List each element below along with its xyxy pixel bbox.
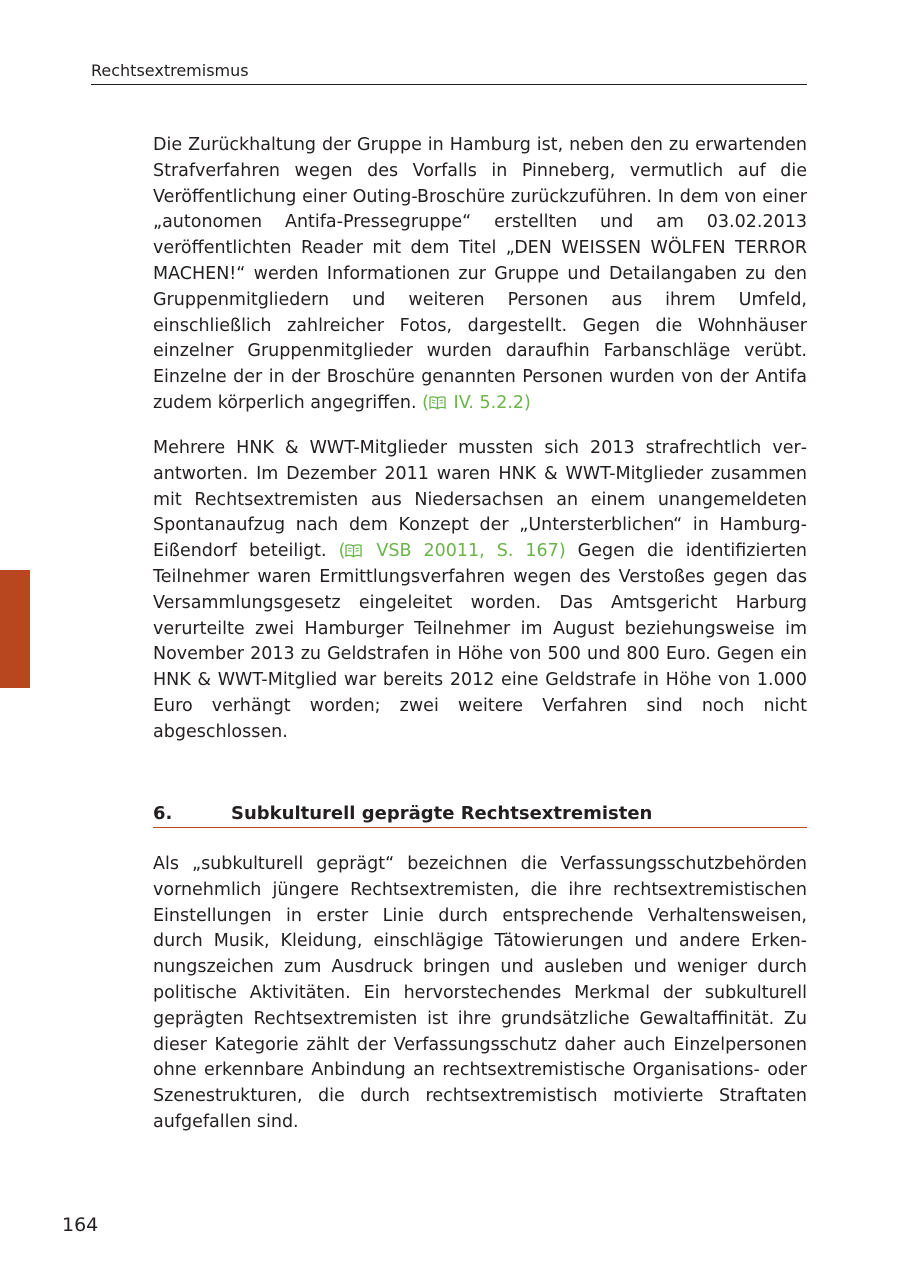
paragraph-text: Als „subkulturell geprägt“ bezeichnen die Verfassungsschutzbehörden vornehmlich jüngere Rechtsextremisten, die ihre rechtsextremistischen Einstellungen in erster Linie durch entsprechende Verhaltensweisen, durch Musik, Kleidung, einschlägige Tätowierungen und andere Erkennungszeichen zum Ausdruck bringen und ausleben und weniger durch politische Aktivitäten. Ein hervorstechendes Merkmal der subkulturell geprägten Rechtsextremisten ist ihre grundsätzliche Gewaltaffinität. Zu dieser Kategorie zählt der Verfassungsschutz daher auch Einzelpersonen ohne erkennbare Anbindung an rechtsextremistische Organisations- oder Szenestrukturen, die durch rechtsextremistisch motivierte Straftaten aufgefallen sind. bbox=[153, 854, 807, 1132]
paragraph-subculture bbox=[153, 852, 807, 1136]
book-icon bbox=[429, 395, 446, 410]
paragraph-text: Die Zurückhaltung der Gruppe in Hamburg ist, neben den zu erwartenden Strafverfahren wegen des Vorfalls in Pinneberg, vermutlich auf die Veröffentlichung einer Outing-Broschüre zurückzuführen. In dem von einer „autonomen Antifa-Pressegruppe“ erstellten und am 03.02.2013 veröffentlichten Reader mit dem Titel „DEN WEISSEN WÖLFEN TERROR MACHEN!“ werden Informationen zur Gruppe und Detailangaben zu den Gruppenmitgliedern und weiteren Personen aus ihrem Umfeld, einschließlich zahlreicher Fotos, dargestellt. Gegen die Wohnhäuser einzelner Gruppenmitglieder wurden daraufhin Farbanschläge verübt. Einzelne der in der Broschüre genannten Personen wurden von der Antifa zudem körperlich angegriffen. bbox=[153, 135, 807, 413]
paragraph-text: Gegen die identifizierten Teilnehmer waren Ermittlungsverfahren wegen des Verstoßes gegen das Versammlungsgesetz eingeleitet worden. Das Amtsgericht Harburg verurteilte zwei Hamburger Teilnehmer im August beziehungsweise im November 2013 zu Geldstrafen in Höhe von 500 und 800 Euro. Gegen ein HNK & WWT-Mitglied war bereits 2012 eine Geldstrafe in Höhe von 1.000 Euro verhängt worden; zwei weitere Verfahren sind noch nicht abgeschlossen. bbox=[153, 541, 807, 742]
section-title: Subkulturell geprägte Rechtsextremisten bbox=[231, 803, 653, 824]
paragraph-outing-brochure bbox=[153, 133, 807, 417]
running-header: Rechtsextremismus bbox=[91, 60, 807, 85]
cross-reference-link[interactable]: ( IV. 5.2.2) bbox=[422, 392, 531, 413]
paragraph-text: Mehrere HNK & WWT-Mitglieder mussten sich 2013 strafrechtlich verantworten. Im Dezember 2011 waren HNK & WWT-Mitglieder zusammen mit Rechtsextremisten aus Niedersachsen an einem unangemeldeten Spontanaufzug nach dem Konzept der „Untersterblichen“ in Hamburg-Eißendorf beteiligt. bbox=[153, 438, 807, 562]
book-icon bbox=[345, 543, 362, 558]
section-number: 6. bbox=[153, 803, 173, 824]
section-heading bbox=[153, 802, 807, 828]
cross-reference-link[interactable]: ( VSB 20011, S. 167) bbox=[338, 541, 566, 562]
paragraph-criminal-proceedings bbox=[153, 436, 807, 746]
chapter-side-tab bbox=[0, 570, 30, 688]
page-number: 164 bbox=[62, 1214, 99, 1236]
